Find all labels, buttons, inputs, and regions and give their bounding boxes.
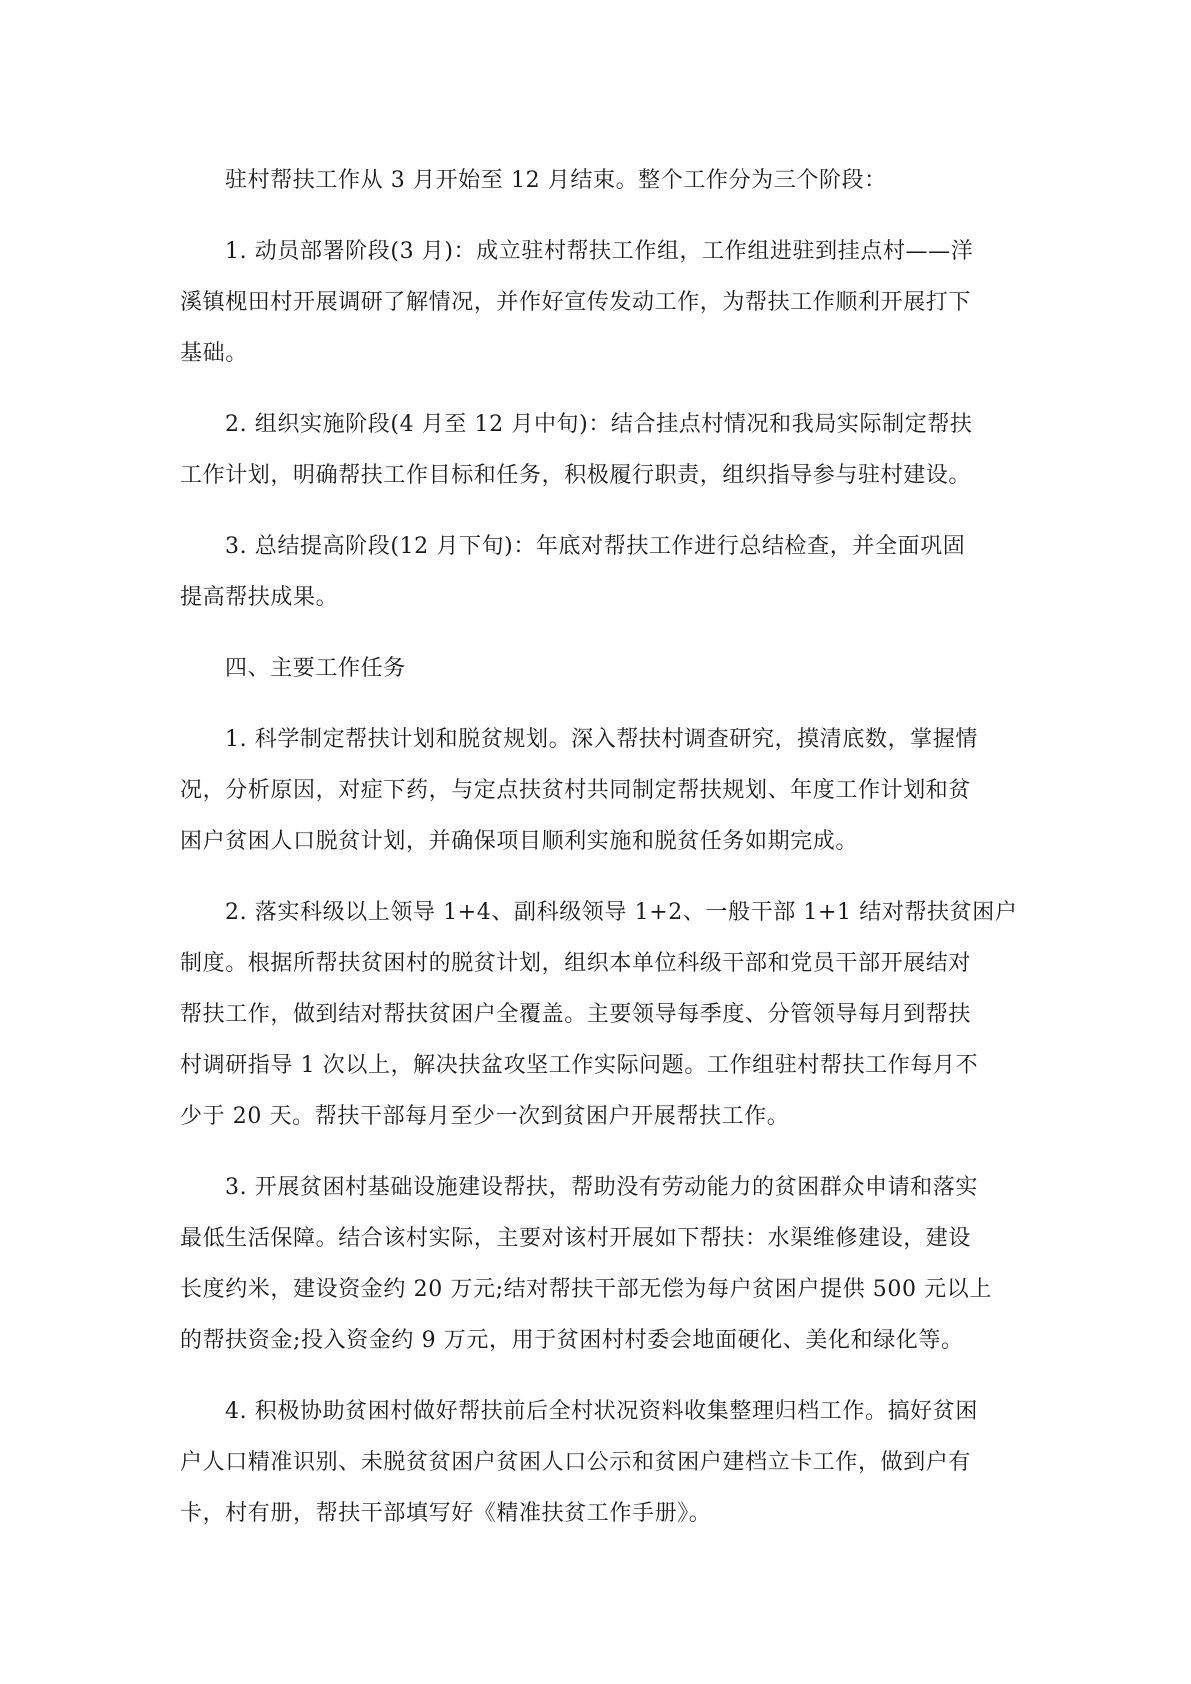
paragraph-task-1 <box>0 714 1191 867</box>
paragraph-intro <box>0 155 1191 206</box>
text-line: 况，分析原因，对症下药，与定点扶贫村共同制定帮扶规划、年度工作计划和贫 <box>180 778 972 803</box>
text-line: 4. 积极协助贫困村做好帮扶前后全村状况资料收集整理归档工作。搞好贫困 <box>225 1399 978 1424</box>
text-line: 户人口精准识别、未脱贫贫困户贫困人口公示和贫困户建档立卡工作，做到户有 <box>180 1450 972 1475</box>
heading-text: 四、主要工作任务 <box>225 656 406 681</box>
paragraph-phase-mobilization <box>0 226 1191 379</box>
text-line: 3. 总结提高阶段(12 月下旬)：年底对帮扶工作进行总结检查，并全面巩固 <box>225 534 966 559</box>
text-line: 驻村帮扶工作从 3 月开始至 12 月结束。整个工作分为三个阶段： <box>225 168 887 193</box>
text-line: 困户贫困人口脱贫计划，并确保项目顺利实施和脱贫任务如期完成。 <box>180 829 859 854</box>
text-line: 2. 组织实施阶段(4 月至 12 月中旬)：结合挂点村情况和我局实际制定帮扶 <box>225 412 973 437</box>
paragraph-task-3 <box>0 1162 1191 1366</box>
text-line: 制度。根据所帮扶贫困村的脱贫计划，组织本单位科级干部和党员干部开展结对 <box>180 951 972 976</box>
text-line: 工作计划，明确帮扶工作目标和任务，积极履行职责，组织指导参与驻村建设。 <box>180 463 972 488</box>
text-line: 溪镇枧田村开展调研了解情况，并作好宣传发动工作，为帮扶工作顺利开展打下 <box>180 290 972 315</box>
text-line: 1. 科学制定帮扶计划和脱贫规划。深入帮扶村调查研究，摸清底数，掌握情 <box>225 727 978 752</box>
paragraph-task-4 <box>0 1386 1191 1539</box>
text-line: 长度约米，建设资金约 20 万元;结对帮扶干部无偿为每户贫困户提供 500 元以上 <box>180 1277 992 1302</box>
text-line: 最低生活保障。结合该村实际，主要对该村开展如下帮扶：水渠维修建设，建设 <box>180 1226 972 1251</box>
text-line: 帮扶工作，做到结对帮扶贫困户全覆盖。主要领导每季度、分管领导每月到帮扶 <box>180 1002 972 1027</box>
text-line: 提高帮扶成果。 <box>180 585 339 610</box>
text-line: 卡，村有册，帮扶干部填写好《精准扶贫工作手册》。 <box>180 1501 712 1526</box>
paragraph-phase-summary <box>0 521 1191 623</box>
text-line: 1. 动员部署阶段(3 月)：成立驻村帮扶工作组，工作组进驻到挂点村——洋 <box>225 239 974 264</box>
text-line: 3. 开展贫困村基础设施建设帮扶，帮助没有劳动能力的贫困群众申请和落实 <box>225 1175 978 1200</box>
text-line: 的帮扶资金;投入资金约 9 万元，用于贫困村村委会地面硬化、美化和绿化等。 <box>180 1328 964 1353</box>
text-line: 少于 20 天。帮扶干部每月至少一次到贫困户开展帮扶工作。 <box>180 1104 790 1129</box>
section-heading <box>0 643 1191 694</box>
text-line: 2. 落实科级以上领导 1+4、副科级领导 1+2、一般干部 1+1 结对帮扶贫困户 <box>225 900 1018 925</box>
text-line: 村调研指导 1 次以上，解决扶盆攻坚工作实际问题。工作组驻村帮扶工作每月不 <box>180 1053 979 1078</box>
text-line: 基础。 <box>180 341 248 366</box>
paragraph-phase-implementation <box>0 399 1191 501</box>
paragraph-task-2 <box>0 887 1191 1142</box>
